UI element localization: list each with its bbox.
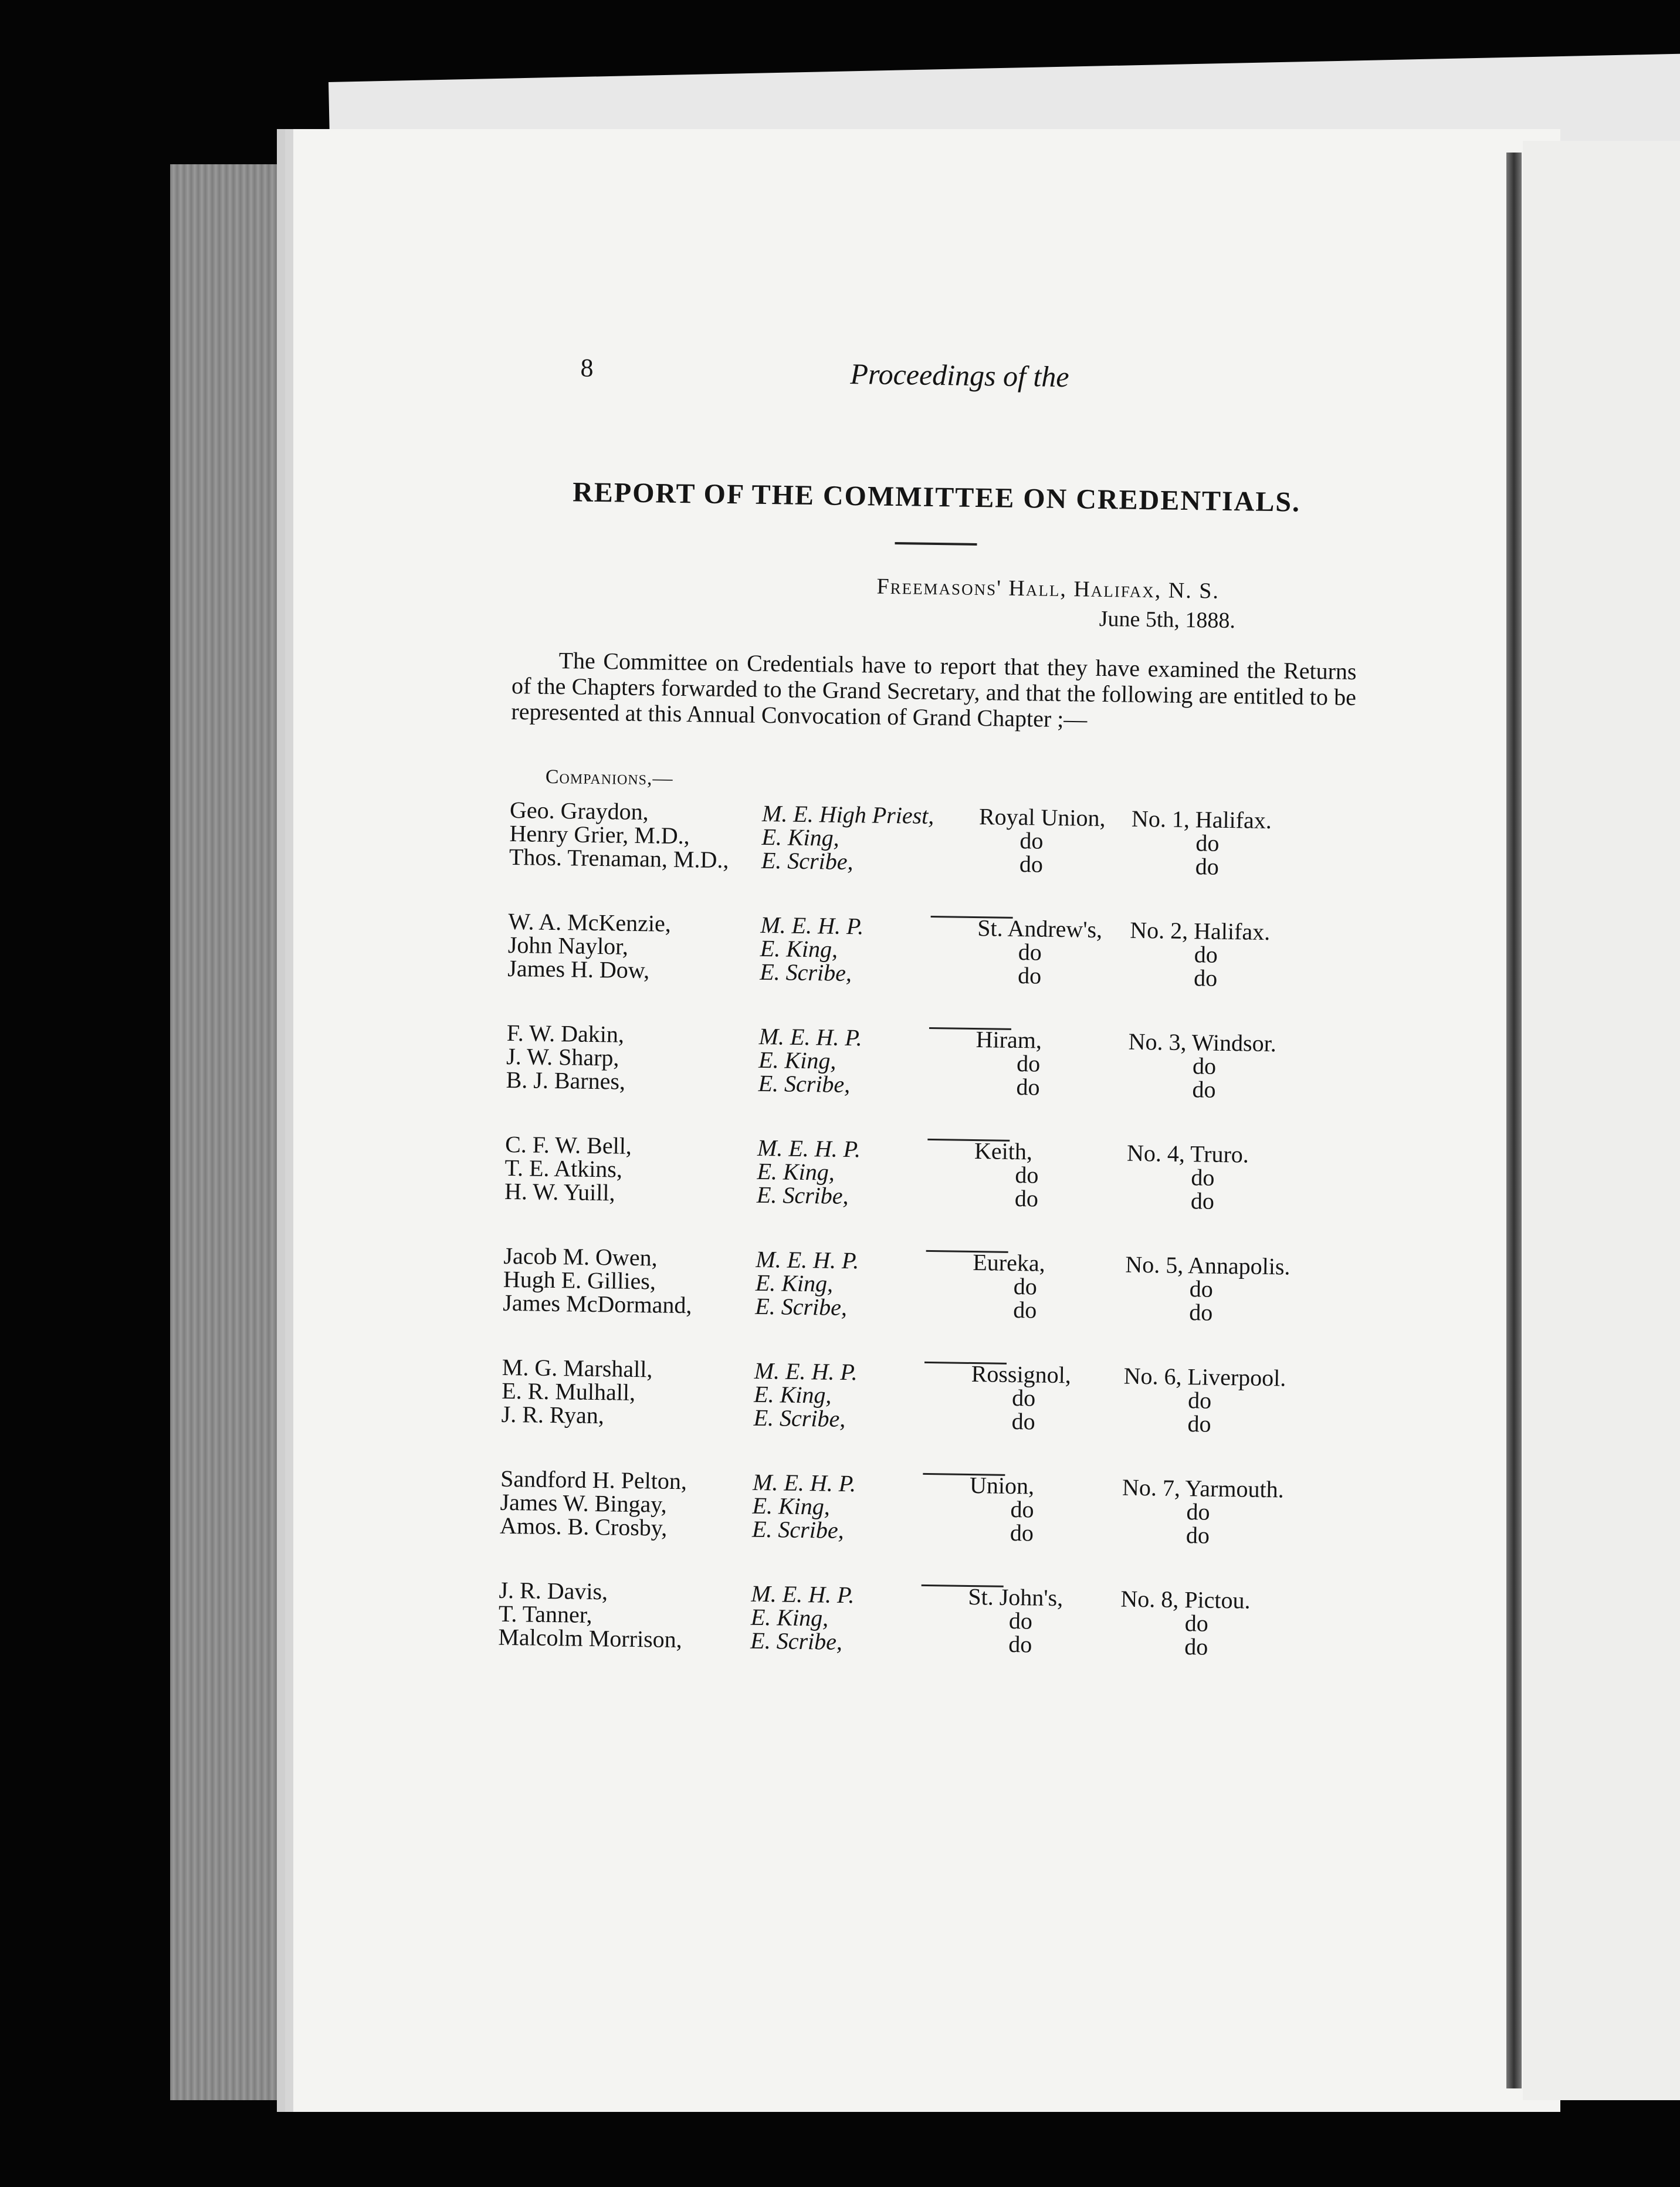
ditto-mark: do bbox=[1186, 1498, 1210, 1525]
companion-name: Sandford H. Pelton, bbox=[500, 1465, 687, 1495]
companion-name: Amos. B. Crosby, bbox=[499, 1512, 668, 1541]
companion-names bbox=[503, 1244, 750, 1318]
chapter-name-column bbox=[969, 1471, 1123, 1546]
chapter-block bbox=[497, 1576, 1343, 1689]
companion-office: E. King, bbox=[758, 1046, 836, 1074]
intro-paragraph: The Committee on Credentials have to report that they have examined the Returns of the Chapters forwarded to the Grand Secretary, and that the following are entitled to be represented at this Annual Convocation of Grand Chapter ;— bbox=[511, 647, 1357, 733]
companion-office: E. Scribe, bbox=[753, 1404, 846, 1433]
report-intro bbox=[511, 647, 1357, 736]
chapter-number: No. 4, Truro. bbox=[1126, 1139, 1249, 1168]
ditto-mark: do bbox=[1186, 1522, 1210, 1549]
chapter-block bbox=[501, 1353, 1347, 1466]
ditto-mark: do bbox=[1195, 853, 1220, 880]
chapter-block bbox=[499, 1467, 1345, 1577]
ditto-mark: do bbox=[1019, 827, 1044, 854]
companion-offices bbox=[755, 1245, 979, 1321]
companion-name: B. J. Barnes, bbox=[506, 1066, 626, 1095]
ditto-mark: do bbox=[1019, 851, 1044, 878]
chapter-number-column bbox=[1120, 1587, 1344, 1661]
chapter-block bbox=[502, 1244, 1348, 1355]
companion-name: James H. Dow, bbox=[507, 954, 650, 984]
chapter-number-column bbox=[1122, 1476, 1346, 1549]
chapter-block bbox=[504, 1130, 1350, 1243]
companion-offices bbox=[761, 802, 985, 875]
page-number: 8 bbox=[580, 353, 594, 382]
salutation: Companions,— bbox=[545, 766, 673, 790]
companion-name: James W. Bingay, bbox=[500, 1488, 667, 1518]
companion-names bbox=[506, 1021, 753, 1095]
companion-office: M. E. H. P. bbox=[760, 911, 864, 940]
chapter-name: Eureka, bbox=[973, 1249, 1045, 1277]
ditto-mark: do bbox=[1193, 964, 1218, 991]
companion-office: E. King, bbox=[760, 935, 838, 963]
ditto-mark: do bbox=[1012, 1296, 1037, 1323]
companion-office: M. E. H. P. bbox=[758, 1023, 862, 1051]
companion-name: T. E. Atkins, bbox=[504, 1154, 623, 1183]
chapter-name: Hiram, bbox=[976, 1026, 1042, 1054]
chapter-number-column bbox=[1127, 1030, 1352, 1103]
companion-offices bbox=[750, 1582, 974, 1656]
report-title: REPORT OF THE COMMITTEE ON CREDENTIALS. bbox=[572, 476, 1301, 518]
companion-names bbox=[501, 1353, 748, 1430]
ditto-mark: do bbox=[1008, 1630, 1032, 1658]
companion-office: E. Scribe, bbox=[758, 1069, 851, 1098]
companion-office: E. Scribe, bbox=[755, 1292, 848, 1321]
chapter-number: No. 5, Annapolis. bbox=[1125, 1251, 1291, 1280]
book-gutter bbox=[1506, 153, 1522, 2088]
companion-name: T. Tanner, bbox=[498, 1600, 592, 1629]
title-rule bbox=[895, 542, 977, 546]
chapter-block bbox=[506, 1021, 1352, 1132]
companion-name: Thos. Trenaman, M.D., bbox=[509, 843, 729, 874]
companion-names bbox=[509, 798, 757, 872]
ditto-mark: do bbox=[1191, 1164, 1215, 1191]
companion-offices bbox=[757, 1136, 981, 1210]
ditto-mark: do bbox=[1018, 939, 1042, 966]
ditto-mark: do bbox=[1187, 1410, 1211, 1437]
ditto-mark: do bbox=[1194, 941, 1218, 968]
ditto-mark: do bbox=[1189, 1275, 1214, 1302]
chapter-name-column bbox=[967, 1585, 1121, 1658]
companion-office: E. King, bbox=[750, 1603, 829, 1631]
chapter-number: No. 8, Pictou. bbox=[1120, 1585, 1251, 1614]
companion-office: M. E. H. P. bbox=[757, 1134, 861, 1163]
ditto-mark: do bbox=[1008, 1607, 1033, 1634]
companion-name: Hugh E. Gillies, bbox=[503, 1265, 656, 1295]
page-content bbox=[497, 352, 1360, 1689]
chapter-block bbox=[507, 910, 1353, 1020]
running-title: Proceedings of the bbox=[850, 357, 1069, 394]
companion-name: Geo. Graydon, bbox=[509, 796, 649, 825]
ditto-mark: do bbox=[1192, 1076, 1216, 1103]
ditto-mark: do bbox=[1010, 1519, 1034, 1546]
companion-name: Jacob M. Owen, bbox=[503, 1242, 658, 1271]
companion-office: E. Scribe, bbox=[761, 847, 853, 875]
report-place: Freemasons' Hall, Halifax, N. S. bbox=[876, 574, 1220, 604]
companion-name: W. A. McKenzie, bbox=[508, 908, 672, 937]
facing-page-edge bbox=[1523, 141, 1680, 2100]
ditto-mark: do bbox=[1011, 1407, 1035, 1435]
chapter-name: Rossignol, bbox=[971, 1360, 1072, 1389]
ditto-mark: do bbox=[1188, 1299, 1213, 1326]
companion-name: James McDormand, bbox=[503, 1289, 692, 1319]
chapter-number-column bbox=[1126, 1139, 1350, 1215]
chapter-name: Royal Union, bbox=[978, 803, 1106, 832]
companion-name: J. R. Ryan, bbox=[501, 1400, 605, 1429]
chapter-number-column bbox=[1124, 1253, 1349, 1326]
ditto-mark: do bbox=[1013, 1272, 1038, 1300]
companion-office: M. E. H. P. bbox=[752, 1468, 856, 1497]
ditto-mark: do bbox=[1195, 830, 1220, 856]
chapter-number: No. 3, Windsor. bbox=[1128, 1028, 1277, 1057]
companion-office: E. Scribe, bbox=[756, 1181, 849, 1210]
companion-name: C. F. W. Bell, bbox=[504, 1130, 632, 1159]
ditto-mark: do bbox=[1187, 1387, 1212, 1414]
companion-offices bbox=[753, 1359, 977, 1433]
chapter-name: St. Andrew's, bbox=[977, 915, 1103, 943]
companion-name: Malcolm Morrison, bbox=[498, 1623, 683, 1653]
ditto-mark: do bbox=[1014, 1185, 1039, 1212]
companion-office: E. King, bbox=[752, 1492, 831, 1520]
chapter-number: No. 1, Halifax. bbox=[1131, 805, 1272, 834]
ditto-mark: do bbox=[1015, 1162, 1039, 1189]
companion-name: Henry Grier, M.D., bbox=[509, 820, 690, 849]
companion-name: J. W. Sharp, bbox=[506, 1042, 619, 1071]
ditto-mark: do bbox=[1192, 1052, 1217, 1079]
chapter-name-column bbox=[974, 1139, 1127, 1212]
companion-name: J. R. Davis, bbox=[499, 1576, 608, 1605]
companion-names bbox=[504, 1130, 752, 1207]
ditto-mark: do bbox=[1010, 1495, 1034, 1523]
chapter-number-column bbox=[1129, 916, 1353, 992]
chapter-name-column bbox=[977, 916, 1130, 989]
companion-names bbox=[498, 1576, 746, 1653]
chapter-number: No. 7, Yarmouth. bbox=[1122, 1474, 1284, 1503]
companion-office: E. King, bbox=[761, 823, 840, 851]
companion-offices bbox=[760, 913, 984, 987]
companion-office: M. E. H. P. bbox=[756, 1245, 859, 1274]
companion-office: M. E. H. P. bbox=[754, 1357, 858, 1386]
companion-office: E. King, bbox=[755, 1269, 834, 1297]
chapter-name-column bbox=[978, 805, 1132, 878]
chapter-name-column bbox=[975, 1028, 1129, 1101]
chapter-name: Keith, bbox=[974, 1137, 1033, 1165]
companion-office: E. Scribe, bbox=[759, 958, 852, 987]
companion-office: E. Scribe, bbox=[750, 1627, 843, 1655]
companion-office: E. King, bbox=[757, 1157, 835, 1186]
ditto-mark: do bbox=[1184, 1610, 1209, 1637]
companion-office: E. Scribe, bbox=[751, 1515, 844, 1543]
chapter-name-column bbox=[970, 1362, 1124, 1435]
companion-name: M. G. Marshall, bbox=[502, 1353, 653, 1383]
ditto-mark: do bbox=[1190, 1187, 1215, 1214]
companion-office: M. E. H. P. bbox=[751, 1580, 855, 1609]
chapter-name: Union, bbox=[969, 1471, 1035, 1499]
ditto-mark: do bbox=[1016, 1050, 1041, 1077]
companion-name: F. W. Dakin, bbox=[506, 1019, 625, 1048]
chapter-name-column bbox=[972, 1251, 1126, 1323]
companion-offices bbox=[758, 1025, 982, 1098]
chapter-block bbox=[509, 798, 1354, 909]
ditto-mark: do bbox=[1011, 1384, 1036, 1411]
companion-names bbox=[500, 1467, 747, 1541]
companion-office: M. E. High Priest, bbox=[761, 800, 934, 830]
companion-office: E. King, bbox=[753, 1380, 832, 1409]
report-date: June 5th, 1888. bbox=[1099, 606, 1236, 634]
companion-offices bbox=[751, 1468, 976, 1544]
chapter-list bbox=[497, 798, 1354, 1689]
companion-name: E. R. Mulhall, bbox=[501, 1377, 636, 1406]
companion-names bbox=[507, 910, 755, 984]
companion-name: H. W. Yuill, bbox=[504, 1177, 615, 1206]
ditto-mark: do bbox=[1017, 962, 1042, 989]
companion-name: John Naylor, bbox=[507, 931, 629, 960]
chapter-number: No. 6, Liverpool. bbox=[1123, 1362, 1286, 1392]
chapter-number: No. 2, Halifax. bbox=[1130, 916, 1271, 946]
chapter-number-column bbox=[1131, 807, 1355, 881]
ditto-mark: do bbox=[1184, 1633, 1208, 1660]
chapter-number-column bbox=[1123, 1362, 1347, 1438]
chapter-name: St. John's, bbox=[968, 1583, 1063, 1612]
ditto-mark: do bbox=[1016, 1074, 1040, 1101]
